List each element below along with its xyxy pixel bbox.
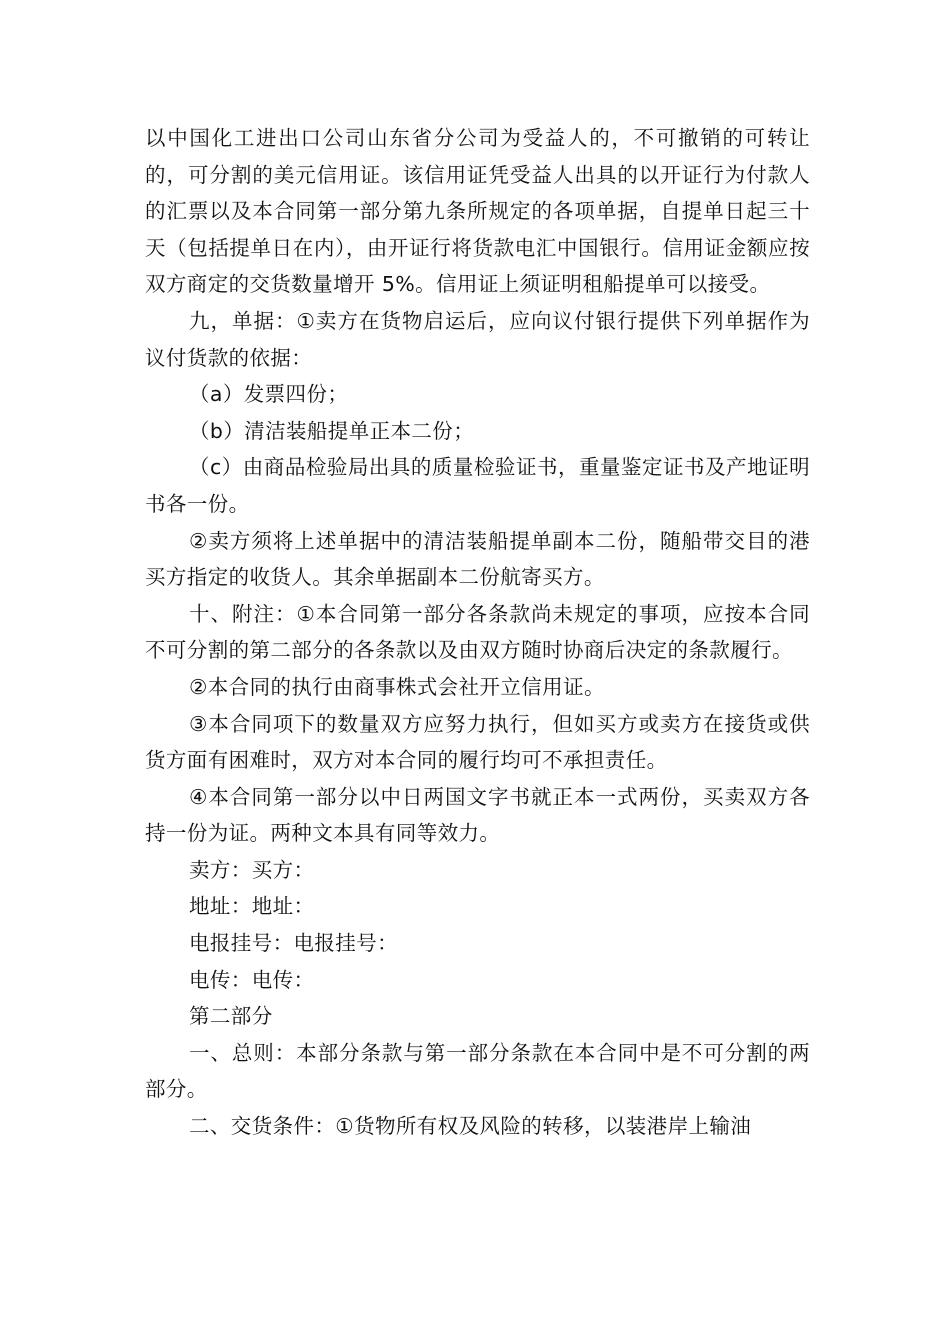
paragraph-note-2: ②本合同的执行由商事株式会社开立信用证。 [189,674,605,699]
paragraph-letter-of-credit: 以中国化工进出口公司山东省分公司为受益人的，不可撤销的可转让的，可分割的美元信用证。该信用证凭受益人出具的以开证行为付款人的汇票以及本合同第一部分第九条所规定的各项单据，自提单日起三十天（包括提单日在内），由开证行将货款电汇中国银行。信用证金额应按双方商定的交货数量增开 5%。信用证上须证明租船提单可以接受。 [145,126,810,297]
paragraph-delivery-terms: 二、交货条件：①货物所有权及风险的转移，以装港岸上输油 [189,1114,752,1139]
paragraph-clause-10-notes: 十、附注：①本合同第一部分各条款尚未规定的事项，应按本合同不可分割的第二部分的各条款以及由双方随时协商后决定的条款履行。 [145,601,810,663]
signature-telex: 电传：电传： [189,967,315,992]
paragraph-note-3: ③本合同项下的数量双方应努力执行，但如买方或卖方在接货或供货方面有困难时，双方对本合同的履行均可不承担责任。 [145,711,810,773]
section-heading-part-two: 第二部分 [189,1004,273,1029]
list-item-bill-of-lading: （b）清洁装船提单正本二份； [189,418,475,443]
signature-seller-buyer: 卖方：买方： [189,857,315,882]
signature-address: 地址：地址： [189,894,315,919]
document-body [145,120,810,1145]
signature-cable: 电报挂号：电报挂号： [189,931,398,956]
paragraph-clause-9-documents: 九，单据：①卖方在货物启运后，应向议付银行提供下列单据作为议付货款的依据： [145,308,810,370]
list-item-invoice: （a）发票四份； [189,382,349,407]
paragraph-general-provisions: 一、总则：本部分条款与第一部分条款在本合同中是不可分割的两部分。 [145,1040,810,1102]
paragraph-clause-9-copies: ②卖方须将上述单据中的清洁装船提单副本二份，随船带交目的港买方指定的收货人。其余单据副本二份航寄买方。 [145,528,810,590]
list-item-certificates: （c）由商品检验局出具的质量检验证书，重量鉴定证书及产地证明书各一份。 [145,455,810,516]
paragraph-note-4: ④本合同第一部分以中日两国文字书就正本一式两份，买卖双方各持一份为证。两种文本具有同等效力。 [145,784,810,846]
